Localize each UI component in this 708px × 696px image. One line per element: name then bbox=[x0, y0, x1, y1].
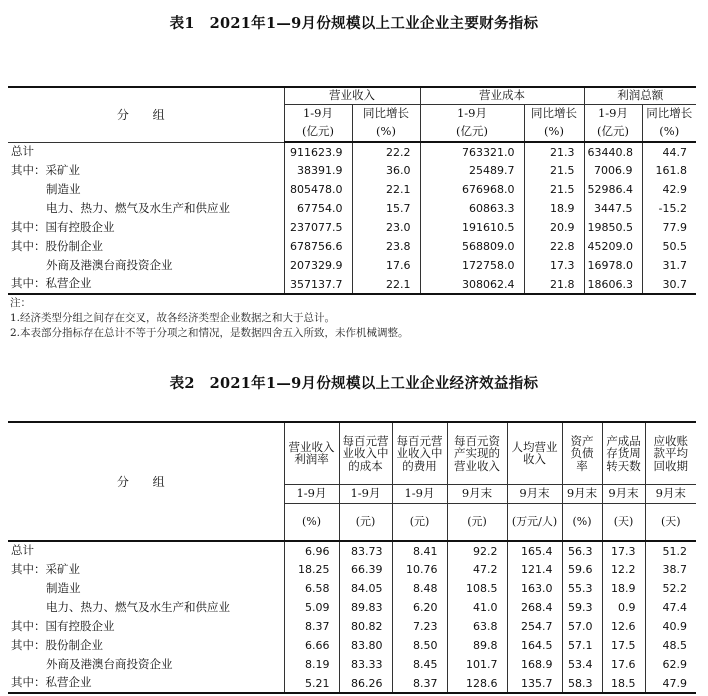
table2 bbox=[8, 421, 696, 694]
table-row bbox=[8, 579, 696, 598]
cell: 805478.0 bbox=[284, 180, 352, 199]
cell: 50.5 bbox=[642, 237, 696, 256]
cell: 38.7 bbox=[645, 560, 696, 579]
table1-metric-header: 利润总额 bbox=[584, 87, 696, 104]
table1-unit: (%) bbox=[352, 122, 420, 142]
cell: 57.1 bbox=[562, 636, 602, 655]
table2-col-header: 产成品存货周转天数 bbox=[602, 422, 645, 484]
table2-col-header: 每百元营业收入中的费用 bbox=[392, 422, 447, 484]
row-label: 电力、热力、燃气及水生产和供应业 bbox=[46, 200, 230, 215]
table1-unit: (亿元) bbox=[284, 122, 352, 142]
table1-unit: (%) bbox=[524, 122, 584, 142]
cell: 357137.7 bbox=[284, 275, 352, 294]
cell: 17.5 bbox=[602, 636, 645, 655]
cell: 8.37 bbox=[284, 617, 339, 636]
cell: 83.33 bbox=[339, 655, 392, 674]
table-row bbox=[8, 560, 696, 579]
cell: 89.83 bbox=[339, 598, 392, 617]
cell: 48.5 bbox=[645, 636, 696, 655]
row-label: 外商及港澳台商投资企业 bbox=[46, 257, 173, 272]
table-row bbox=[8, 636, 696, 655]
table-row bbox=[8, 674, 696, 693]
cell: 678756.6 bbox=[284, 237, 352, 256]
cell: 676968.0 bbox=[420, 180, 524, 199]
cell: 254.7 bbox=[507, 617, 562, 636]
cell: 89.8 bbox=[447, 636, 507, 655]
table2-period: 1-9月 bbox=[284, 484, 339, 503]
cell: 18.9 bbox=[602, 579, 645, 598]
table1 bbox=[8, 86, 696, 295]
cell: 237077.5 bbox=[284, 218, 352, 237]
row-label: 其中：国有控股企业 bbox=[11, 618, 115, 633]
cell: 17.6 bbox=[602, 655, 645, 674]
table1-sub-header: 1-9月 bbox=[420, 104, 524, 122]
cell: 59.6 bbox=[562, 560, 602, 579]
table2-period: 9月末 bbox=[602, 484, 645, 503]
cell: 21.5 bbox=[524, 161, 584, 180]
table-row bbox=[8, 617, 696, 636]
table2-period: 9月末 bbox=[507, 484, 562, 503]
cell: 191610.5 bbox=[420, 218, 524, 237]
cell: 21.3 bbox=[524, 142, 584, 161]
cell: 911623.9 bbox=[284, 142, 352, 161]
cell: 22.8 bbox=[524, 237, 584, 256]
cell: 6.96 bbox=[284, 541, 339, 560]
row-label: 其中：股份制企业 bbox=[11, 238, 103, 253]
cell: 47.4 bbox=[645, 598, 696, 617]
note-line: 1.经济类型分组之间存在交叉，故各经济类型企业数据之和大于总计。 bbox=[10, 312, 336, 324]
table2-unit: (元) bbox=[447, 503, 507, 541]
table1-sub-header: 1-9月 bbox=[284, 104, 352, 122]
row-label: 其中：股份制企业 bbox=[11, 637, 103, 652]
cell: 53.4 bbox=[562, 655, 602, 674]
cell: 56.3 bbox=[562, 541, 602, 560]
cell: 19850.5 bbox=[584, 218, 642, 237]
cell: 60863.3 bbox=[420, 199, 524, 218]
row-label: 制造业 bbox=[46, 580, 81, 595]
table-row bbox=[8, 142, 696, 161]
table2-period: 9月末 bbox=[447, 484, 507, 503]
cell: 22.1 bbox=[352, 275, 420, 294]
cell: 17.6 bbox=[352, 256, 420, 275]
cell: 80.82 bbox=[339, 617, 392, 636]
cell: 21.8 bbox=[524, 275, 584, 294]
table1-title: 表1 2021年1—9月份规模以上工业企业主要财务指标 bbox=[169, 15, 539, 32]
table2-unit: (万元/人) bbox=[507, 503, 562, 541]
note-line: 2.本表部分指标存在总计不等于分项之和情况，是数据四舍五入所致，未作机械调整。 bbox=[10, 327, 409, 339]
table2-period: 1-9月 bbox=[339, 484, 392, 503]
cell: 7006.9 bbox=[584, 161, 642, 180]
cell: 12.2 bbox=[602, 560, 645, 579]
cell: 161.8 bbox=[642, 161, 696, 180]
table2-period: 9月末 bbox=[562, 484, 602, 503]
cell: 47.2 bbox=[447, 560, 507, 579]
table1-sub-header: 1-9月 bbox=[584, 104, 642, 122]
table2-unit: (天) bbox=[602, 503, 645, 541]
cell: 5.09 bbox=[284, 598, 339, 617]
cell: 62.9 bbox=[645, 655, 696, 674]
table-row bbox=[8, 275, 696, 294]
cell: 86.26 bbox=[339, 674, 392, 693]
cell: 172758.0 bbox=[420, 256, 524, 275]
cell: 23.8 bbox=[352, 237, 420, 256]
cell: 47.9 bbox=[645, 674, 696, 693]
cell: 52.2 bbox=[645, 579, 696, 598]
cell: 308062.4 bbox=[420, 275, 524, 294]
cell: 3447.5 bbox=[584, 199, 642, 218]
cell: 20.9 bbox=[524, 218, 584, 237]
table2-col-header: 每百元营业收入中的成本 bbox=[339, 422, 392, 484]
table1-unit: (%) bbox=[642, 122, 696, 142]
cell: 63440.8 bbox=[584, 142, 642, 161]
cell: 5.21 bbox=[284, 674, 339, 693]
table-row bbox=[8, 256, 696, 275]
cell: 128.6 bbox=[447, 674, 507, 693]
table2-col-header: 营业收入利润率 bbox=[284, 422, 339, 484]
table-row bbox=[8, 598, 696, 617]
table1-sub-header: 同比增长 bbox=[352, 104, 420, 122]
note-line: 注： bbox=[10, 297, 31, 309]
cell: 207329.9 bbox=[284, 256, 352, 275]
cell: 18.25 bbox=[284, 560, 339, 579]
row-label: 其中：私营企业 bbox=[8, 275, 284, 294]
cell: 16978.0 bbox=[584, 256, 642, 275]
cell: 67754.0 bbox=[284, 199, 352, 218]
cell: 38391.9 bbox=[284, 161, 352, 180]
cell: 135.7 bbox=[507, 674, 562, 693]
cell: 92.2 bbox=[447, 541, 507, 560]
table2-period: 1-9月 bbox=[392, 484, 447, 503]
cell: 23.0 bbox=[352, 218, 420, 237]
cell: 8.48 bbox=[392, 579, 447, 598]
row-label: 外商及港澳台商投资企业 bbox=[46, 656, 173, 671]
table2-title: 表2 2021年1—9月份规模以上工业企业经济效益指标 bbox=[169, 375, 539, 392]
table-row bbox=[8, 237, 696, 256]
cell: 22.1 bbox=[352, 180, 420, 199]
cell: 83.80 bbox=[339, 636, 392, 655]
cell: 66.39 bbox=[339, 560, 392, 579]
table2-unit: (%) bbox=[562, 503, 602, 541]
table-row bbox=[8, 218, 696, 237]
table-row bbox=[8, 199, 696, 218]
cell: 164.5 bbox=[507, 636, 562, 655]
table2-unit: (天) bbox=[645, 503, 696, 541]
cell: 0.9 bbox=[602, 598, 645, 617]
table2-period: 9月末 bbox=[645, 484, 696, 503]
row-label: 制造业 bbox=[46, 181, 81, 196]
table2-unit: (%) bbox=[284, 503, 339, 541]
cell: 77.9 bbox=[642, 218, 696, 237]
table-row bbox=[8, 655, 696, 674]
table2-col-header: 人均营业收入 bbox=[507, 422, 562, 484]
cell: 108.5 bbox=[447, 579, 507, 598]
cell: 168.9 bbox=[507, 655, 562, 674]
table-row bbox=[8, 180, 696, 199]
cell: 15.7 bbox=[352, 199, 420, 218]
cell: 101.7 bbox=[447, 655, 507, 674]
cell: 268.4 bbox=[507, 598, 562, 617]
table1-unit: (亿元) bbox=[420, 122, 524, 142]
cell: 45209.0 bbox=[584, 237, 642, 256]
table2-unit: (元) bbox=[339, 503, 392, 541]
cell: 40.9 bbox=[645, 617, 696, 636]
cell: 18.5 bbox=[602, 674, 645, 693]
row-label: 其中：采矿业 bbox=[11, 162, 80, 177]
cell: 83.73 bbox=[339, 541, 392, 560]
cell: 52986.4 bbox=[584, 180, 642, 199]
cell: 121.4 bbox=[507, 560, 562, 579]
cell: 41.0 bbox=[447, 598, 507, 617]
cell: 7.23 bbox=[392, 617, 447, 636]
row-label: 其中：国有控股企业 bbox=[11, 219, 115, 234]
cell: -15.2 bbox=[642, 199, 696, 218]
row-label: 其中：私营企业 bbox=[8, 674, 284, 693]
cell: 42.9 bbox=[642, 180, 696, 199]
table2-col-header: 每百元资产实现的营业收入 bbox=[447, 422, 507, 484]
cell: 12.6 bbox=[602, 617, 645, 636]
cell: 51.2 bbox=[645, 541, 696, 560]
cell: 18606.3 bbox=[584, 275, 642, 294]
row-label: 其中：采矿业 bbox=[11, 561, 80, 576]
cell: 163.0 bbox=[507, 579, 562, 598]
table-row bbox=[8, 161, 696, 180]
cell: 57.0 bbox=[562, 617, 602, 636]
cell: 6.58 bbox=[284, 579, 339, 598]
table2-col-header: 应收账款平均回收期 bbox=[645, 422, 696, 484]
table2-col-header: 资产负债率 bbox=[562, 422, 602, 484]
cell: 55.3 bbox=[562, 579, 602, 598]
cell: 568809.0 bbox=[420, 237, 524, 256]
cell: 21.5 bbox=[524, 180, 584, 199]
cell: 59.3 bbox=[562, 598, 602, 617]
table1-metric-header: 营业收入 bbox=[284, 87, 420, 104]
cell: 44.7 bbox=[642, 142, 696, 161]
cell: 30.7 bbox=[642, 275, 696, 294]
cell: 165.4 bbox=[507, 541, 562, 560]
cell: 10.76 bbox=[392, 560, 447, 579]
cell: 763321.0 bbox=[420, 142, 524, 161]
cell: 8.50 bbox=[392, 636, 447, 655]
table1-unit: (亿元) bbox=[584, 122, 642, 142]
cell: 58.3 bbox=[562, 674, 602, 693]
table1-sub-header: 同比增长 bbox=[642, 104, 696, 122]
cell: 8.41 bbox=[392, 541, 447, 560]
table2-group-header: 分 组 bbox=[8, 422, 284, 541]
cell: 8.37 bbox=[392, 674, 447, 693]
row-label: 电力、热力、燃气及水生产和供应业 bbox=[46, 599, 230, 614]
cell: 36.0 bbox=[352, 161, 420, 180]
table1-notes bbox=[10, 296, 409, 341]
cell: 6.66 bbox=[284, 636, 339, 655]
table-row bbox=[8, 541, 696, 560]
table1-sub-header: 同比增长 bbox=[524, 104, 584, 122]
cell: 84.05 bbox=[339, 579, 392, 598]
cell: 18.9 bbox=[524, 199, 584, 218]
table1-group-header: 分 组 bbox=[8, 87, 284, 142]
table1-metric-header: 营业成本 bbox=[420, 87, 584, 104]
row-label: 总计 bbox=[11, 543, 34, 558]
cell: 8.45 bbox=[392, 655, 447, 674]
cell: 17.3 bbox=[602, 541, 645, 560]
cell: 31.7 bbox=[642, 256, 696, 275]
cell: 25489.7 bbox=[420, 161, 524, 180]
cell: 17.3 bbox=[524, 256, 584, 275]
cell: 63.8 bbox=[447, 617, 507, 636]
cell: 8.19 bbox=[284, 655, 339, 674]
table2-unit: (元) bbox=[392, 503, 447, 541]
cell: 22.2 bbox=[352, 142, 420, 161]
row-label: 总计 bbox=[11, 144, 34, 158]
cell: 6.20 bbox=[392, 598, 447, 617]
